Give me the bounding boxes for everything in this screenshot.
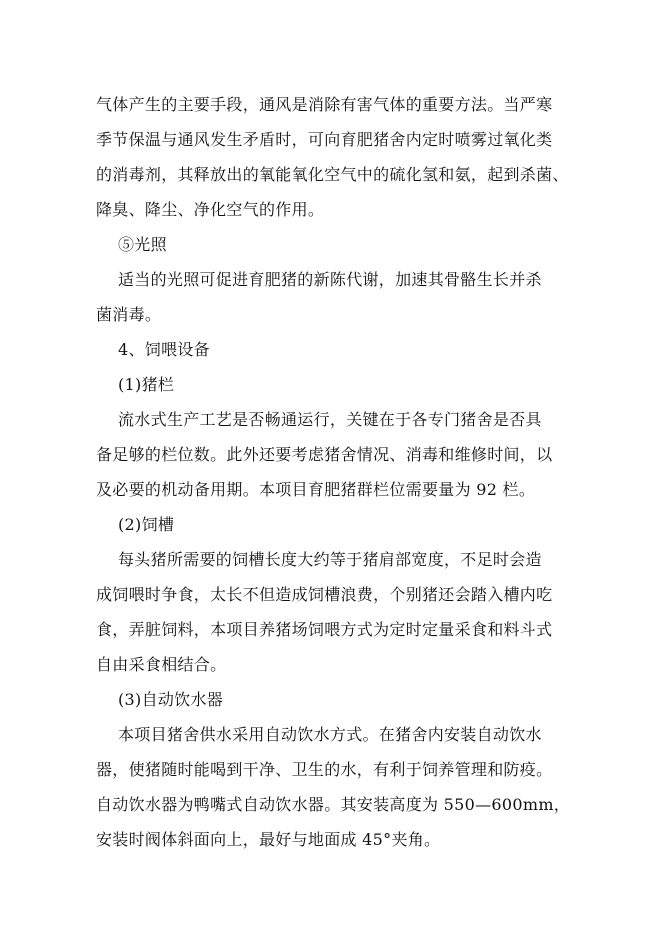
paragraph-line: 安装时阀体斜面向上，最好与地面成 45°夹角。: [96, 830, 441, 849]
paragraph-line: 适当的光照可促进育肥猪的新陈代谢，加速其骨骼生长并杀: [118, 270, 542, 289]
section-heading: (3)自动饮水器: [118, 690, 224, 709]
paragraph-line: 自由采食相结合。: [96, 655, 227, 674]
paragraph-line: 菌消毒。: [96, 305, 162, 324]
paragraph-line: 成饲喂时争食，太长不但造成饲槽浪费，个别猪还会踏入槽内吃: [96, 585, 553, 604]
paragraph-line: 备足够的栏位数。此外还要考虑猪舍情况、消毒和维修时间，以: [96, 445, 553, 464]
section-heading: (1)猪栏: [118, 375, 175, 394]
paragraph-line: 气体产生的主要手段，通风是消除有害气体的重要方法。当严寒: [96, 95, 553, 114]
paragraph-line: 每头猪所需要的饲槽长度大约等于猪肩部宽度，不足时会造: [118, 550, 542, 569]
paragraph-line: 的消毒剂，其释放出的氧能氧化空气中的硫化氢和氨，起到杀菌、: [96, 165, 569, 184]
section-heading: 4、饲喂设备: [118, 340, 210, 359]
paragraph-line: 流水式生产工艺是否畅通运行，关键在于各专门猪舍是否具: [118, 410, 542, 429]
paragraph-line: 及必要的机动备用期。本项目育肥猪群栏位需要量为 92 栏。: [96, 480, 536, 499]
section-heading: ⑤光照: [118, 235, 167, 254]
paragraph-line: 食，弄脏饲料，本项目养猪场饲喂方式为定时定量采食和料斗式: [96, 620, 553, 639]
section-heading: (2)饲槽: [118, 515, 175, 534]
paragraph-line: 降臭、降尘、净化空气的作用。: [96, 200, 325, 219]
paragraph-line: 本项目猪舍供水采用自动饮水方式。在猪舍内安装自动饮水: [118, 725, 542, 744]
paragraph-line: 季节保温与通风发生矛盾时，可向育肥猪舍内定时喷雾过氧化类: [96, 130, 553, 149]
paragraph-line: 器，使猪随时能喝到干净、卫生的水，有利于饲养管理和防疫。: [96, 760, 553, 779]
paragraph-line: 自动饮水器为鸭嘴式自动饮水器。其安装高度为 550—600mm，: [96, 795, 571, 814]
